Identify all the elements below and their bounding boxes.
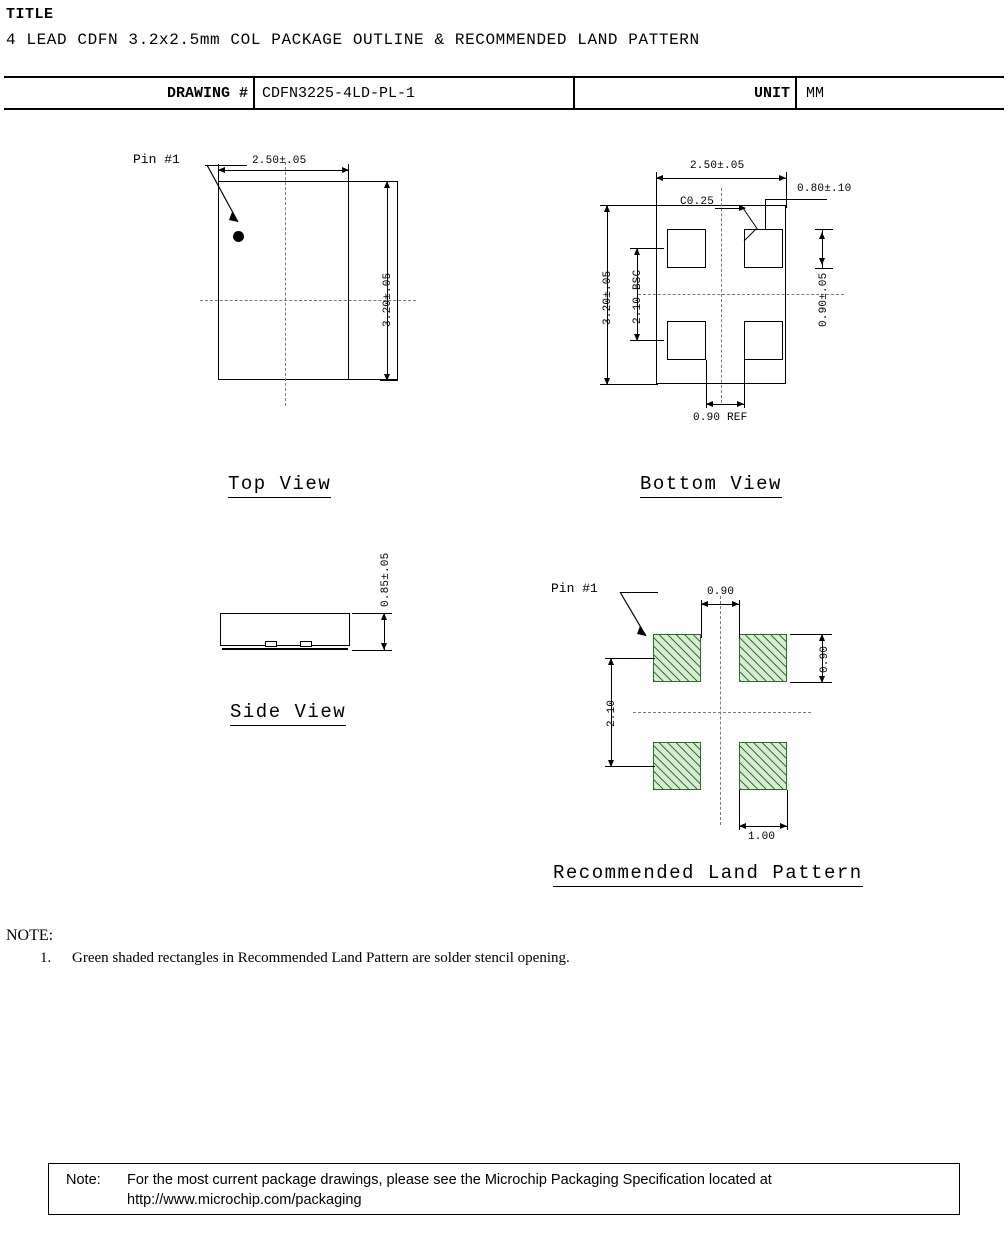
land-top-arrow-left xyxy=(701,601,708,607)
bottom-view-pad-width-text: 0.80±.10 xyxy=(797,183,852,195)
top-view-height-ext-top xyxy=(380,181,398,182)
land-bottom-ext-left xyxy=(739,790,740,830)
bottom-view-gap-ext-right xyxy=(744,360,745,408)
bottom-view-pad-height-ext-top xyxy=(815,229,833,230)
bottom-view-pitch-ext-top xyxy=(630,248,664,249)
bottom-view-width-arrow-right xyxy=(779,175,786,181)
side-view-height-ext-bottom xyxy=(352,650,392,651)
bottom-view-width-ext-left xyxy=(656,172,657,208)
bottom-view-pitch-arrow-up xyxy=(634,248,640,255)
land-pad-2 xyxy=(739,634,787,682)
bottom-view-pad-width-leader xyxy=(765,199,827,200)
land-right-ext-bottom xyxy=(790,682,832,683)
bottom-view-pad-4 xyxy=(667,321,706,360)
top-view-height-arrow-up xyxy=(384,181,390,188)
bottom-view-pad-height-text: 0.90±.05 xyxy=(818,272,830,327)
side-view-label: Side View xyxy=(230,701,346,726)
footer-note-label: Note: xyxy=(66,1172,101,1188)
top-view-pin1-label: Pin #1 xyxy=(133,152,180,167)
land-bottom-text: 1.00 xyxy=(748,831,776,843)
bottom-view-width-dimline xyxy=(656,178,786,179)
land-pin1-label: Pin #1 xyxy=(551,581,598,596)
bottom-view-width-arrow-left xyxy=(656,175,663,181)
header-rule-bottom xyxy=(4,108,1004,110)
drawing-number-value: CDFN3225-4LD-PL-1 xyxy=(262,85,416,102)
bottom-view-label: Bottom View xyxy=(640,473,782,498)
land-top-text: 0.90 xyxy=(707,586,735,598)
drawing-number-label: DRAWING # xyxy=(166,85,248,102)
pin1-leader-arrow xyxy=(205,160,255,240)
land-left-text: 2.10 xyxy=(606,699,618,727)
top-view-height-text: 3.20±.05 xyxy=(382,272,394,327)
top-view-height-ext-bottom xyxy=(380,380,398,381)
footer-note-line2: http://www.microchip.com/packaging xyxy=(127,1192,362,1208)
land-bottom-ext-right xyxy=(787,790,788,830)
footer-note-line1: For the most current package drawings, please see the Microchip Packaging Specification located at xyxy=(127,1172,772,1188)
header-divider-2 xyxy=(573,78,575,109)
page-title: 4 LEAD CDFN 3.2x2.5mm COL PACKAGE OUTLINE & RECOMMENDED LAND PATTERN xyxy=(6,31,700,49)
side-view-lead-1 xyxy=(265,641,277,647)
land-pattern-label: Recommended Land Pattern xyxy=(553,862,863,887)
land-centerline-vertical xyxy=(720,596,721,825)
land-right-ext-top xyxy=(790,634,832,635)
side-view-height-arrow-up xyxy=(381,613,387,620)
bottom-view-centerline-horizontal xyxy=(638,294,844,295)
bottom-view-height-ext-bottom xyxy=(600,384,658,385)
land-top-arrow-right xyxy=(732,601,739,607)
unit-value: MM xyxy=(806,85,825,102)
side-view-height-arrow-down xyxy=(381,643,387,650)
bottom-view-height-arrow-up xyxy=(604,205,610,212)
top-view-centerline-vertical xyxy=(285,162,286,406)
top-view-width-text: 2.50±.05 xyxy=(252,155,307,167)
land-left-ext-top xyxy=(605,658,655,659)
title-label: TITLE xyxy=(6,6,54,23)
bottom-view-pad-width-ext xyxy=(765,199,766,229)
bottom-view-width-ext-right xyxy=(786,172,787,208)
bottom-view-pad-height-arrow-down xyxy=(819,258,825,265)
bottom-view-pad-height-arrow-up xyxy=(819,232,825,239)
land-left-ext-bottom xyxy=(605,766,655,767)
bottom-view-gap-ext-left xyxy=(706,360,707,408)
unit-label: UNIT xyxy=(753,85,790,102)
bottom-view-centerline-vertical xyxy=(721,188,722,403)
land-bottom-arrow-left xyxy=(739,823,746,829)
side-view-body-outline xyxy=(220,613,350,646)
header-rule-top xyxy=(4,76,1004,78)
bottom-view-gap-arrow-right xyxy=(737,401,744,407)
land-right-text: 0.90 xyxy=(819,645,831,673)
top-view-width-ext-left xyxy=(218,164,219,182)
bottom-view-gap-arrow-left xyxy=(706,401,713,407)
bottom-view-pitch-ext-bottom xyxy=(630,340,664,341)
top-view-width-ext-right xyxy=(348,164,349,182)
top-view-width-dimline xyxy=(218,170,349,171)
land-right-arrow-up xyxy=(819,634,825,641)
bottom-view-pad-height-ext-bottom xyxy=(815,268,833,269)
land-pad-3 xyxy=(739,742,787,790)
bottom-view-height-ext-top xyxy=(600,205,658,206)
note-item-1: Green shaded rectangles in Recommended Land Pattern are solder stencil opening. xyxy=(72,950,570,966)
land-top-ext-left xyxy=(701,600,702,638)
bottom-view-height-text: 3.20±.05 xyxy=(602,270,614,325)
land-bottom-arrow-right xyxy=(780,823,787,829)
land-top-ext-right xyxy=(739,600,740,638)
side-view-lead-2 xyxy=(300,641,312,647)
top-view-label: Top View xyxy=(228,473,331,498)
bottom-view-chamfer-text: C0.25 xyxy=(680,196,715,208)
bottom-view-gap-text: 0.90 REF xyxy=(693,412,748,424)
top-view-width-arrow-left xyxy=(218,167,225,173)
chamfer-leader-diagonal xyxy=(742,206,764,232)
bottom-view-pad-1 xyxy=(667,229,706,268)
land-pad-4 xyxy=(653,742,701,790)
land-pin1-leader-arrow xyxy=(618,588,662,644)
bottom-view-pad-3 xyxy=(744,321,783,360)
top-view-inner-edge xyxy=(348,181,349,380)
bottom-view-pitch-text: 2.10 BSC xyxy=(632,269,644,324)
note-number: 1. xyxy=(40,950,52,966)
side-view-base-line xyxy=(222,648,348,650)
land-left-arrow-up xyxy=(608,658,614,665)
side-view-height-ext-top xyxy=(352,613,392,614)
note-heading: NOTE: xyxy=(6,927,54,944)
side-view-height-text: 0.85±.05 xyxy=(380,552,392,607)
land-centerline-horizontal xyxy=(633,712,811,713)
bottom-view-width-text: 2.50±.05 xyxy=(690,160,745,172)
